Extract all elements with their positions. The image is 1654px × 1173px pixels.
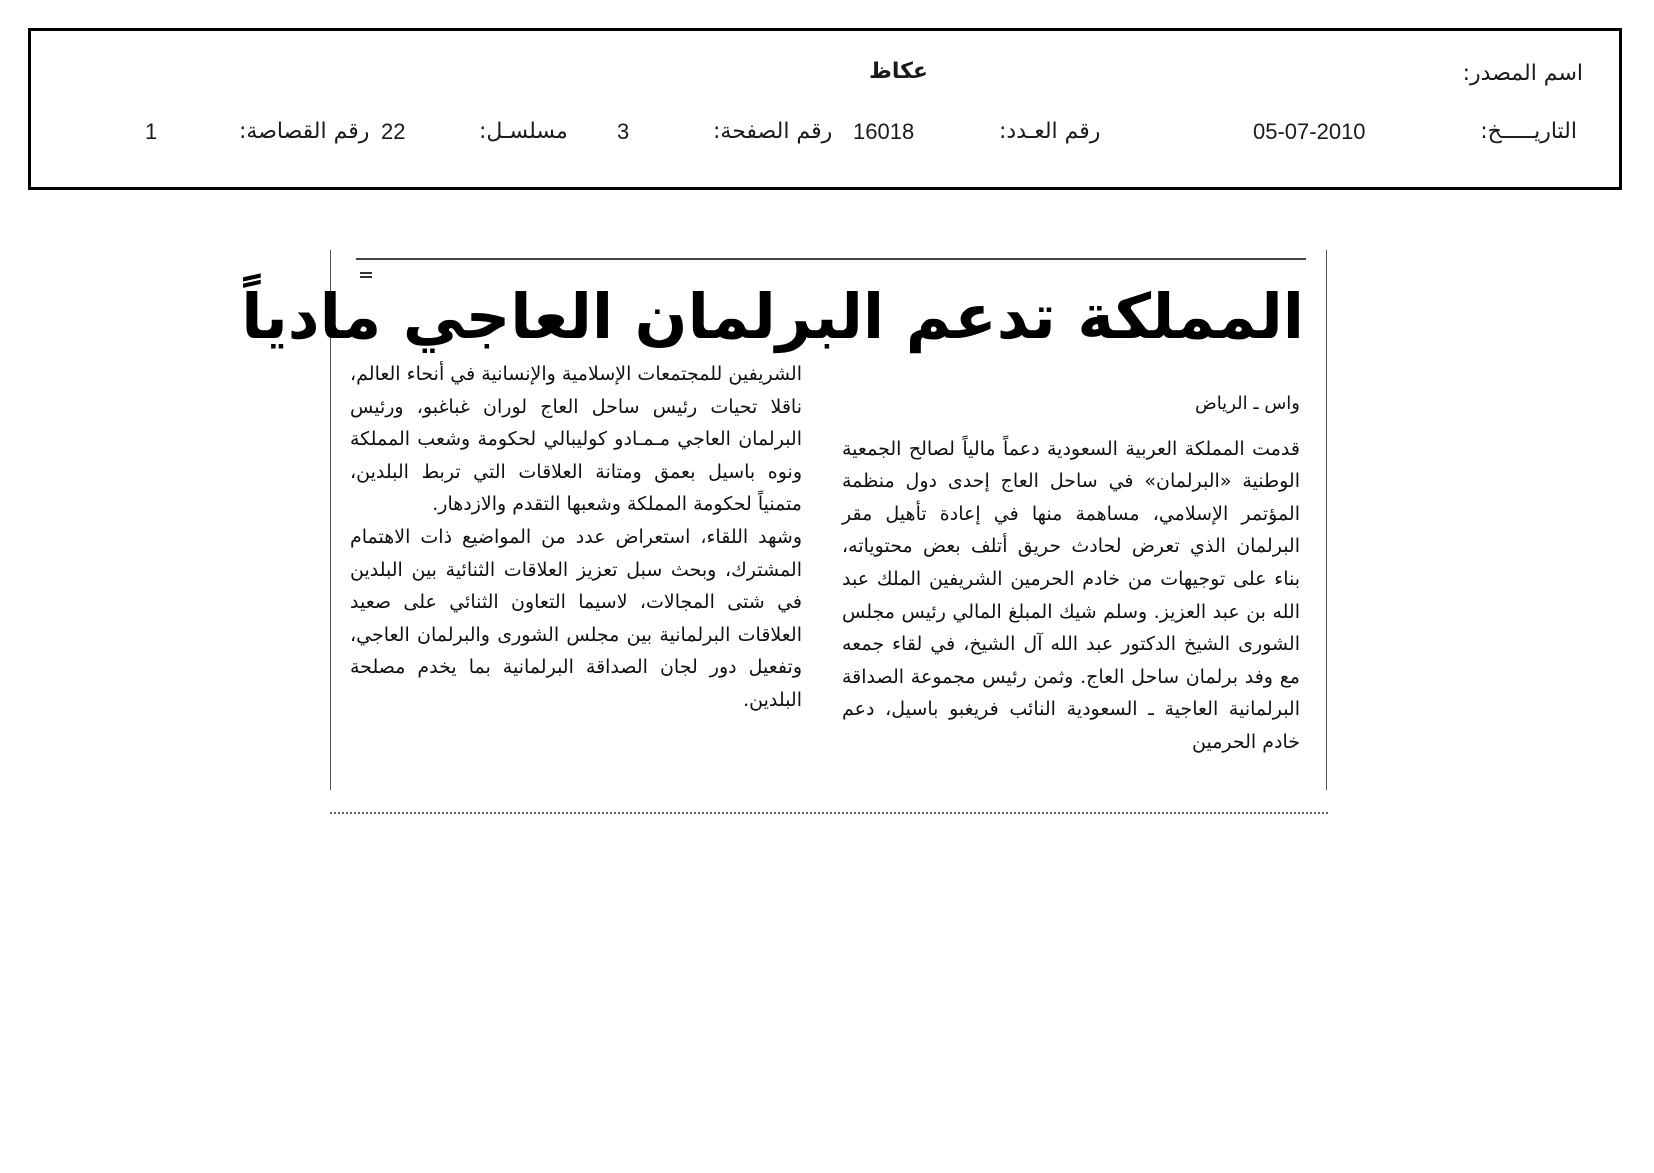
clipping-top-rule bbox=[356, 258, 1306, 260]
clip-number-label: رقم القصاصة: bbox=[239, 119, 370, 144]
article-column-right bbox=[842, 388, 1300, 759]
source-value: عكاظ bbox=[869, 59, 928, 84]
article-paragraph: الشريفين للمجتمعات الإسلامية والإنسانية في أنحاء العالم، ناقلا تحيات رئيس ساحل العاج لوران غباغبو، ورئيس البرلمان العاجي مـمـادو كوليبالي لحكومة وشعب المملكة ونوه باسيل بعمق ومتانة العلاقات التي تربط البلدين، متمنياً لحكومة المملكة وشعبها التقدم والازدهار. bbox=[350, 363, 802, 516]
serial-label: مسلسـل: bbox=[479, 119, 568, 144]
issue-label: رقم العـدد: bbox=[999, 119, 1101, 144]
page-label: رقم الصفحة: bbox=[713, 119, 833, 144]
article-column-left bbox=[350, 358, 802, 717]
article-dateline: واس ـ الرياض bbox=[1194, 393, 1300, 414]
source-label: اسم المصدر: bbox=[1462, 61, 1583, 86]
article-paragraph: قدمت المملكة العربية السعودية دعماً مالياً لصالح الجمعية الوطنية «البرلمان» في ساحل العاج إحدى دول منظمة المؤتمر الإسلامي، مساهمة منها في إعادة تأهيل مقر البرلمان الذي تعرض لحادث حريق أتلف بعض محتوياته، بناء على توجيهات من خادم الحرمين الشريفين الملك عبد الله بن عبد العزيز. وسلم شيك المبلغ المالي رئيس مجلس الشورى الشيخ الدكتور عبد الله آل الشيخ، في لقاء جمعه مع وفد برلمان ساحل العاج. وثمن رئيس مجموعة الصداقة البرلمانية العاجية ـ السعودية النائب فريغبو باسيل، دعم خادم الحرمين bbox=[842, 437, 1300, 753]
metadata-header-box bbox=[28, 28, 1622, 190]
date-value: 05-07-2010 bbox=[1253, 119, 1366, 144]
clip-number-value: 1 bbox=[145, 119, 158, 144]
newspaper-clipping bbox=[241, 250, 1328, 790]
issue-value: 16018 bbox=[853, 119, 915, 144]
date-label: التاريـــــخ: bbox=[1480, 119, 1577, 144]
clipping-right-edge bbox=[1326, 250, 1327, 790]
article-paragraph: وشهد اللقاء، استعراض عدد من المواضيع ذات الاهتمام المشترك، وبحث سبل تعزيز العلاقات الثنائية بين البلدين في شتى المجالات، لاسيما التعاون الثنائي على صعيد العلاقات البرلمانية بين مجلس الشورى والبرلمان العاجي، وتفعيل دور لجان الصداقة البرلمانية بما يخدم مصلحة البلدين. bbox=[350, 525, 802, 711]
page-value: 3 bbox=[617, 119, 630, 144]
serial-value: 22 bbox=[381, 119, 406, 144]
clipping-bottom-rule bbox=[330, 812, 1328, 814]
article-headline: المملكة تدعم البرلمان العاجي مادياً bbox=[241, 280, 1304, 353]
